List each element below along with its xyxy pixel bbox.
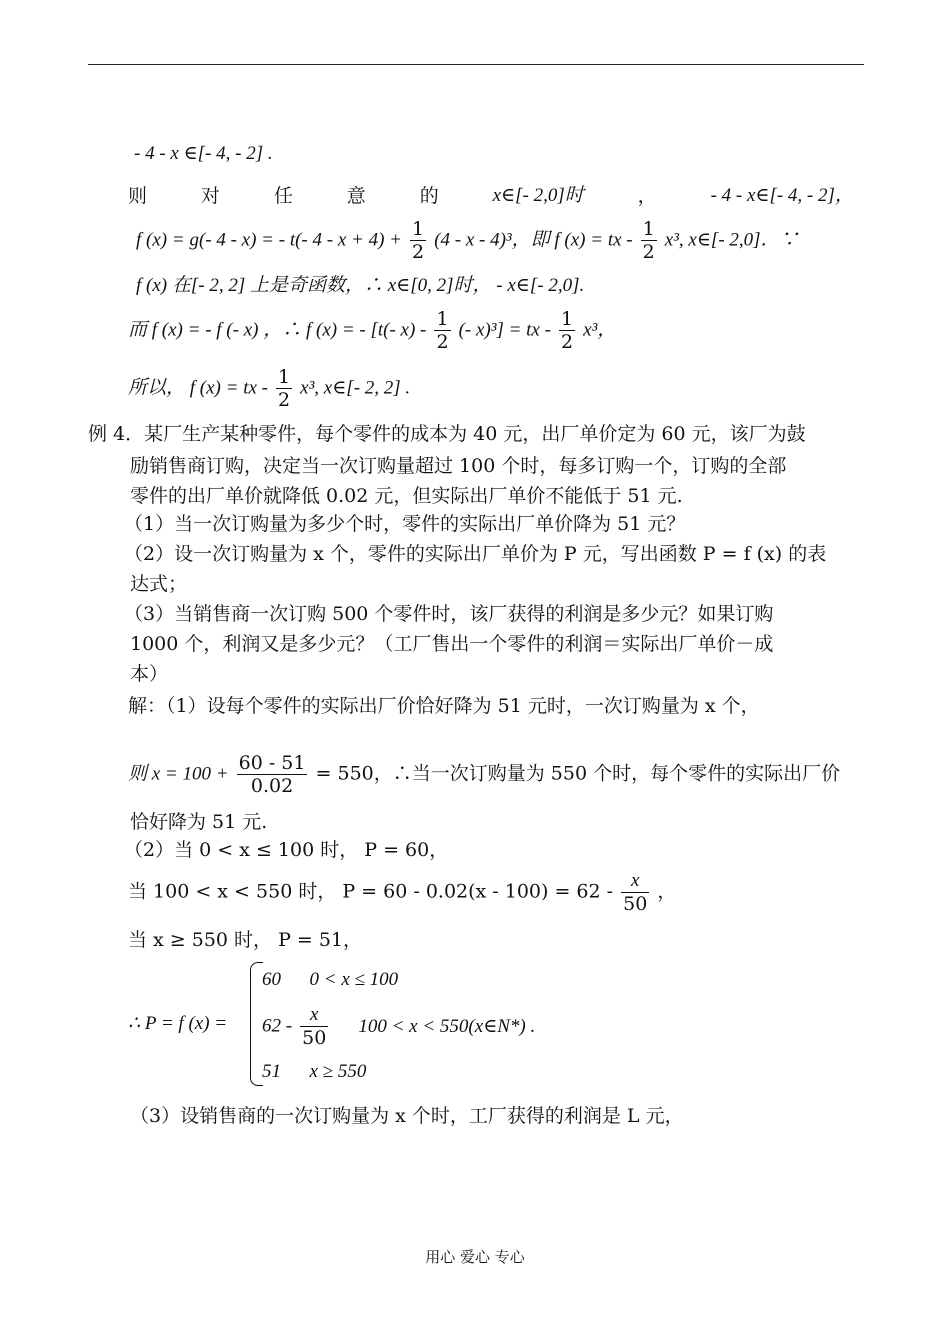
text-line: 1000 个，利润又是多少元？（工厂售出一个零件的利润＝实际出厂单价－成 <box>130 633 774 655</box>
formula-line <box>128 752 840 797</box>
word: 则 <box>128 185 148 207</box>
formula-part: x³， <box>583 319 617 341</box>
fraction-num: 60 - 51 <box>238 752 306 774</box>
fraction-num: 1 <box>561 308 574 330</box>
piecewise-lhs: ∴ P = f (x) = <box>128 1013 228 1034</box>
solution-line: 解：（1）设每个零件的实际出厂价恰好降为 51 元时，一次订购量为 x 个， <box>128 695 760 717</box>
fraction <box>276 366 292 411</box>
word: 意 <box>346 185 366 207</box>
text-line: 当 x ≥ 550 时， P = 51， <box>128 929 363 951</box>
word: 的 <box>419 185 439 207</box>
example-title: 例 4．某厂生产某种零件，每个零件的成本为 40 元，出厂单价定为 60 元，该厂为鼓 <box>88 423 806 445</box>
question-3: （3）当销售商一次订购 500 个零件时，该厂获得的利润是多少元？如果订购 <box>124 603 774 625</box>
piecewise-case-1: 60 0 < x ≤ 100 <box>262 969 399 990</box>
formula-line <box>128 366 410 411</box>
word: 任 <box>273 185 293 207</box>
fraction-den: 50 <box>623 893 648 915</box>
fraction-den: 2 <box>642 241 655 263</box>
piecewise-case-2 <box>262 1004 535 1049</box>
fraction <box>641 218 657 263</box>
fraction-den: 2 <box>436 331 449 353</box>
formula-part: f (x) = g(- 4 - x) = - t(- 4 - x + 4) + <box>136 229 402 251</box>
formula-part: (- x)³] = tx - <box>458 319 551 341</box>
text-line: 恰好降为 51 元. <box>130 811 268 833</box>
formula-part: 所以， f (x) = tx - <box>128 377 268 399</box>
formula-part: ， <box>657 880 677 903</box>
fraction <box>559 308 575 353</box>
fraction-den: 50 <box>302 1027 327 1049</box>
text-line: 本） <box>130 663 169 685</box>
text-line: 零件的出厂单价就降低 0.02 元，但实际出厂单价不能低于 51 元. <box>130 485 683 507</box>
fraction-den: 2 <box>561 331 574 353</box>
fraction-num: x <box>621 870 649 893</box>
fraction <box>410 218 426 263</box>
formula-part: = 550，∴当一次订购量为 550 个时，每个零件的实际出厂价 <box>315 762 841 785</box>
word: 对 <box>200 185 220 207</box>
formula-line <box>128 308 616 353</box>
fraction-num: 1 <box>278 366 291 388</box>
fraction <box>237 752 308 797</box>
fraction <box>434 308 450 353</box>
formula-part: 当 100 < x < 550 时， P = 60 - 0.02(x - 100) = 62 - <box>128 880 614 903</box>
fraction-den: 0.02 <box>250 775 294 797</box>
formula-line <box>136 218 799 263</box>
fraction-den: 2 <box>412 241 425 263</box>
word: ， <box>637 185 657 207</box>
header-rule <box>88 64 864 65</box>
question-2: （2）设一次订购量为 x 个，零件的实际出厂单价为 P 元，写出函数 P = f (x) 的表 <box>124 543 827 565</box>
fraction-num: 1 <box>436 308 449 330</box>
formula-part: x³, x∈[- 2, 2] . <box>300 377 411 399</box>
text-line: 达式； <box>130 573 188 595</box>
question-1: （1）当一次订购量为多少个时，零件的实际出厂单价降为 51 元？ <box>124 513 686 535</box>
fraction-den: 2 <box>278 389 291 411</box>
fraction-num: 1 <box>642 218 655 240</box>
fraction <box>621 870 649 915</box>
text-line: f (x) 在[- 2, 2] 上是奇函数，∴ x∈[0, 2]时， - x∈[- 2,0]. <box>136 275 585 296</box>
piecewise-case-3: 51 x ≥ 550 <box>262 1061 367 1082</box>
word: x∈[- 2,0]时 <box>492 185 584 206</box>
fraction-num: 1 <box>412 218 425 240</box>
formula-part: (4 - x - 4)³，即 f (x) = tx - <box>434 229 633 251</box>
page-footer: 用心 爱心 专心 <box>425 1248 525 1266</box>
formula-part: 62 - <box>262 1015 293 1037</box>
formula-line <box>128 870 676 915</box>
word: - 4 - x∈[- 4, - 2]， <box>710 185 854 206</box>
text-line <box>128 184 854 208</box>
formula-part: x³, x∈[- 2,0]．∵ <box>664 229 799 251</box>
fraction <box>300 1004 328 1049</box>
formula-part: 100 < x < 550(x∈N*) . <box>358 1015 536 1037</box>
formula-part: 则 x = 100 + <box>128 763 229 785</box>
text-line: 励销售商订购，决定当一次订购量超过 100 个时，每多订购一个，订购的全部 <box>130 455 787 477</box>
solution-line: （3）设销售商的一次订购量为 x 个时，工厂获得的利润是 L 元， <box>130 1105 684 1127</box>
text-line: - 4 - x ∈[- 4, - 2] . <box>134 143 273 164</box>
fraction-num: x <box>300 1004 328 1027</box>
formula-part: 而 f (x) = - f (- x) ，∴ f (x) = - [t(- x) - <box>128 319 427 341</box>
text-line: （2）当 0 < x ≤ 100 时， P = 60， <box>124 839 449 861</box>
